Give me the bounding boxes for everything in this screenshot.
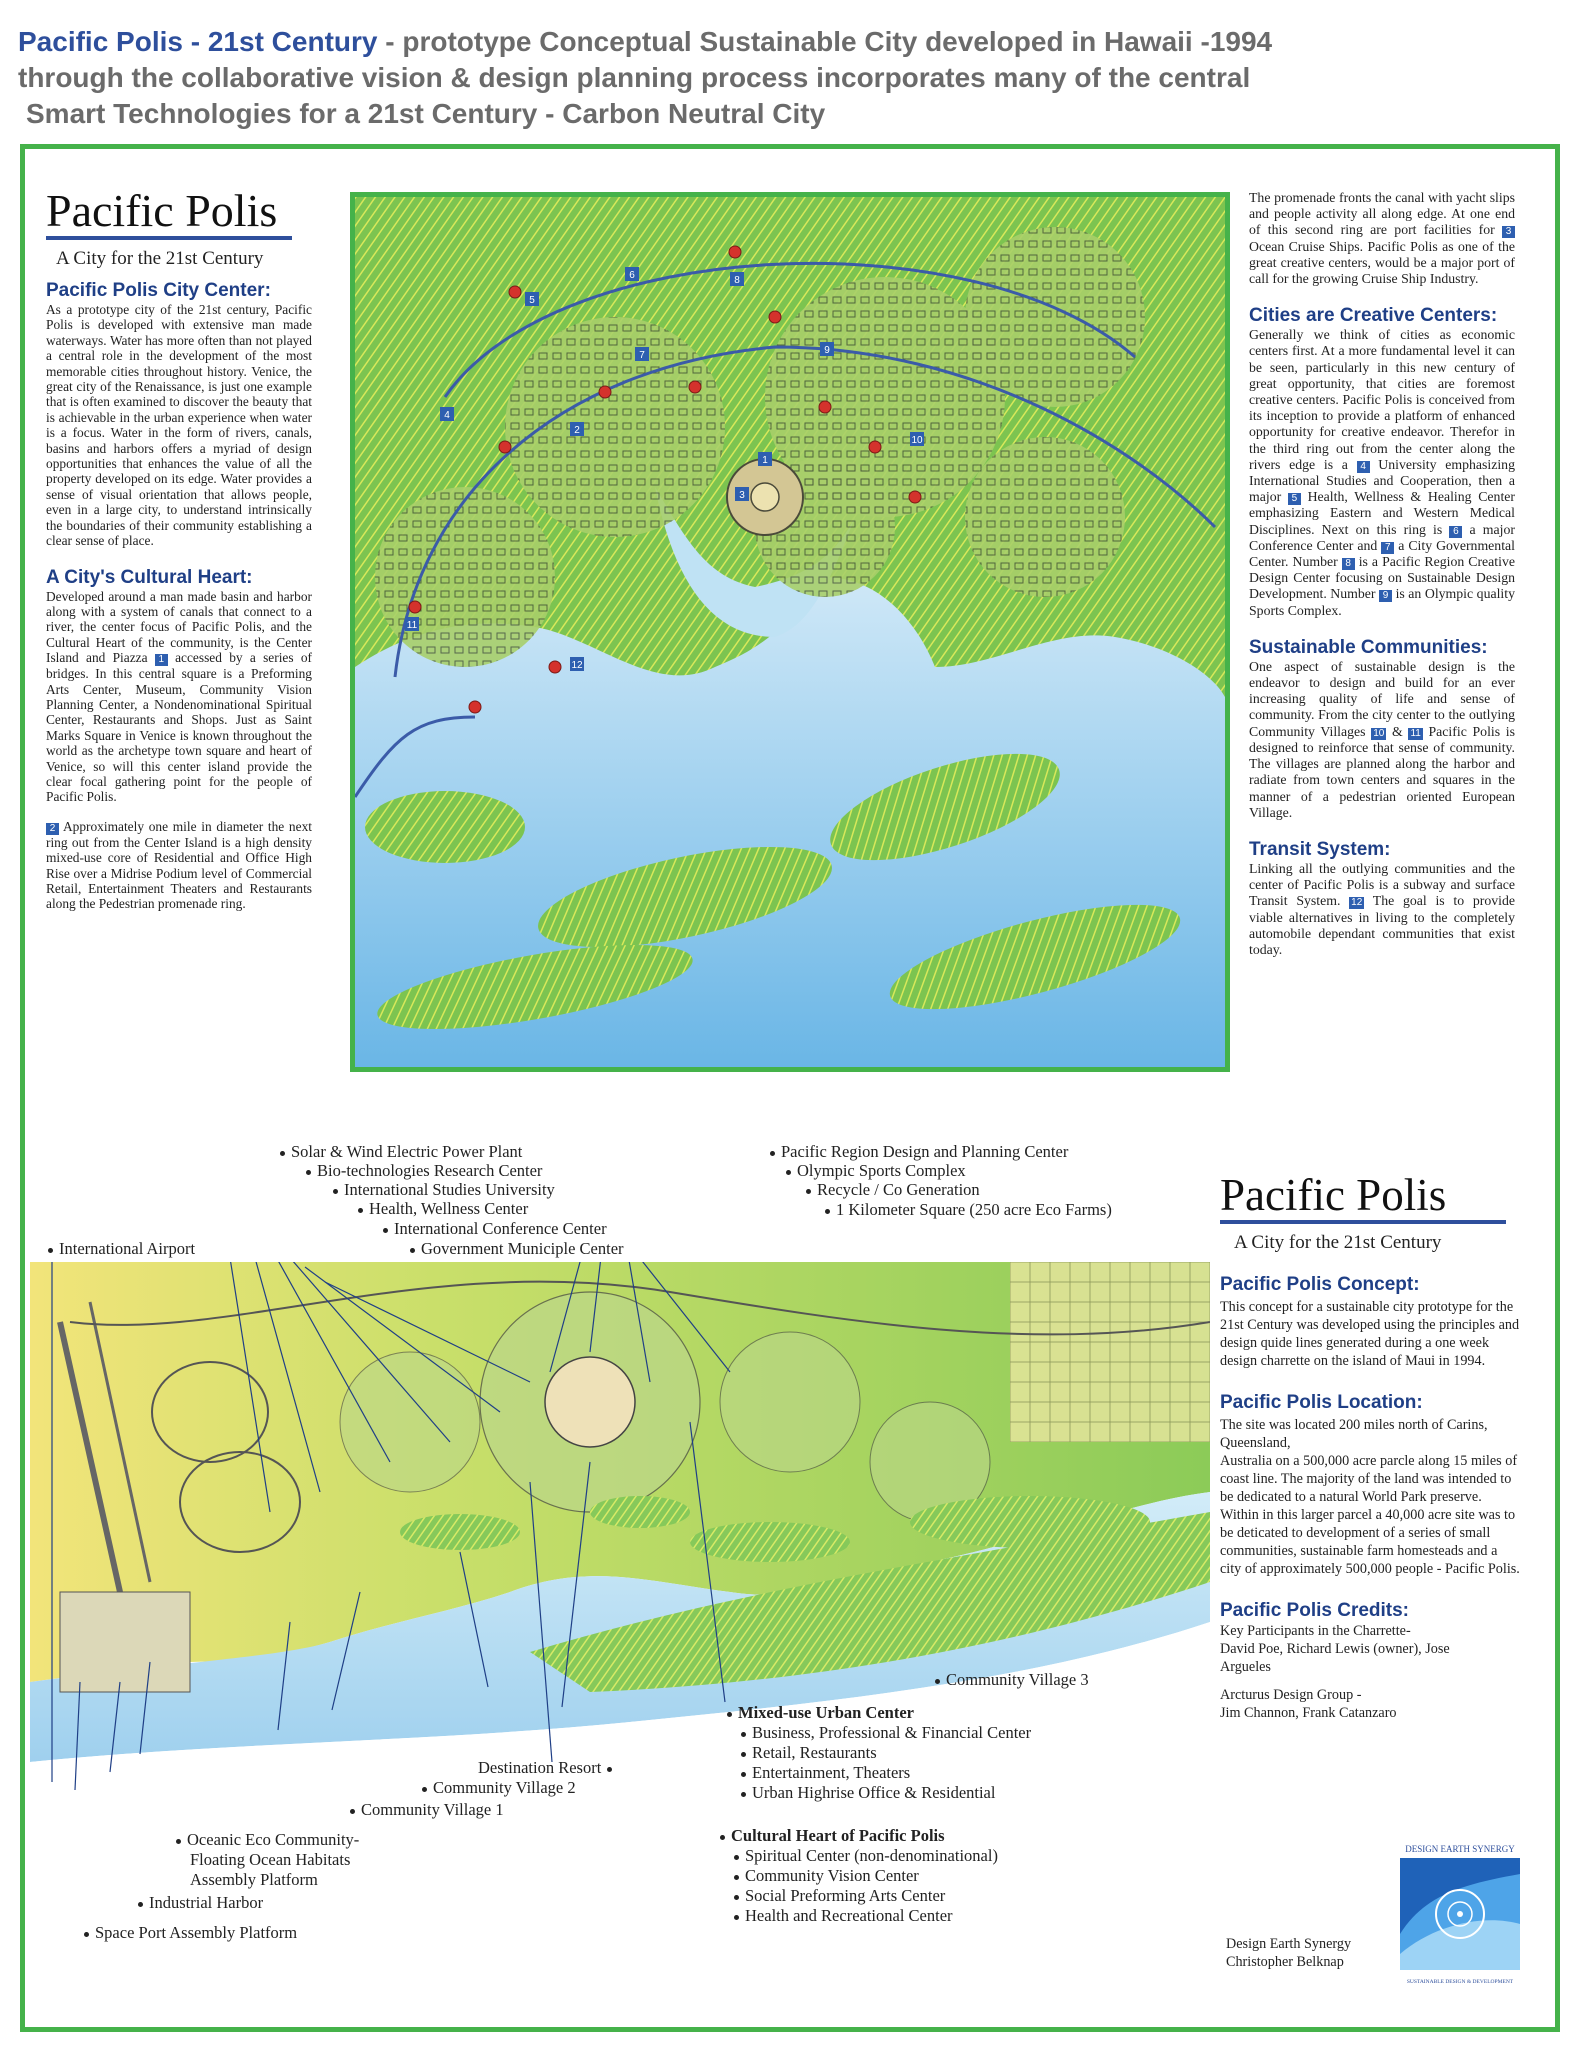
label-mixed-use-title: Mixed-use Urban Center (738, 1703, 914, 1722)
map-marker-6: 6 (629, 270, 635, 281)
badge-top-text: DESIGN EARTH SYNERGY (1405, 1844, 1515, 1854)
marker-badge-9: 9 (1379, 590, 1392, 602)
city-center-text: As a prototype city of the 21st century, Pacific Polis is developed with extensive man made waterways. Water has more often than not played a central role in the development of the most memorable cities throughout history. Venice, the great city of the Renaissance, is just one example that is often examined to discover the beauty that is achievable in the urban experience when water is a focus. Water in the form of rivers, canals, basins and harbors offers a myriad of design opportunities that enhances the value of all the property developed on its edge. Water provides a sense of visual orientation that allows people, even in a large city, to understand intrinsically the boundaries of their community establishing a clear sense of place. (46, 302, 312, 549)
cultural-heading: A City's Cultural Heart: (46, 566, 253, 588)
credits-line: David Poe, Richard Lewis (owner), Jose (1220, 1641, 1450, 1657)
header-line-2: through the collaborative vision & design planning process incorporates many of the central (18, 62, 1251, 93)
city-center-heading: Pacific Polis City Center: (46, 280, 271, 301)
signature-line-2: Christopher Belknap (1226, 1954, 1344, 1970)
label-sports (786, 1161, 966, 1181)
map-marker-9: 9 (824, 345, 830, 356)
label-government-text: Government Municiple Center (421, 1239, 624, 1258)
sustainable-text-a: One aspect of sustainable design is the endeavor to design and build for an ever increasing quality of life and sense of community. From the city center to the outlying Community Villages (1249, 658, 1515, 739)
label-airport-text: International Airport (59, 1239, 196, 1258)
label-conference (383, 1219, 607, 1239)
marker-badge-6: 6 (1449, 526, 1462, 538)
design-earth-synergy-badge (1395, 1844, 1525, 1985)
label-mixed-use (727, 1703, 1031, 1803)
marker-badge-8: 8 (1342, 558, 1355, 570)
label-industrial-text: Industrial Harbor (149, 1893, 264, 1912)
transit-text-a: Linking all the outlying communities and the center of Pacific Polis is a subway and surface Transit System. (1249, 860, 1515, 909)
label-cultural-item: Health and Recreational Center (745, 1906, 953, 1925)
bottom-logo-tagline: A City for the 21st Century (1234, 1232, 1442, 1253)
label-village-3 (935, 1670, 1089, 1690)
signature (1226, 1935, 1351, 1971)
regional-map-drawing (30, 1262, 1210, 1802)
credits-line: Arcturus Design Group - (1220, 1687, 1362, 1703)
map-marker-1: 1 (762, 455, 768, 466)
label-mixed-use-item: Retail, Restaurants (752, 1743, 877, 1762)
sustainable-heading: Sustainable Communities: (1249, 636, 1488, 658)
city-center-map-drawing (355, 197, 1225, 1067)
creative-text-d: a major Conference Center and (1249, 521, 1515, 553)
label-design-center-text: Pacific Region Design and Planning Center (781, 1142, 1069, 1161)
label-health (358, 1199, 528, 1219)
label-design-center (770, 1142, 1068, 1162)
right-column (1249, 190, 1515, 958)
label-recycle-text: Recycle / Co Generation (817, 1180, 980, 1199)
label-resort (478, 1758, 618, 1778)
transit-text (1249, 861, 1515, 958)
label-oceanic-line-2: Floating Ocean Habitats (190, 1850, 351, 1869)
city-center-map (350, 192, 1230, 1072)
label-conference-text: International Conference Center (394, 1219, 607, 1238)
label-mixed-use-item: Business, Professional & Financial Center (752, 1723, 1032, 1742)
marker-badge-4: 4 (1357, 461, 1370, 473)
map-marker-5: 5 (529, 295, 535, 306)
credits-line: Jim Channon, Frank Catanzaro (1220, 1705, 1397, 1721)
cultural-text (46, 589, 312, 805)
label-airport (48, 1239, 195, 1259)
label-health-text: Health, Wellness Center (369, 1199, 529, 1218)
label-village-3-text: Community Village 3 (946, 1670, 1089, 1689)
ring-text-body: Approximately one mile in diameter the next ring out from the Center Island is a high density mixed-use core of Residential and Office High Rise over a Midrise Podium level of Commercial Retail, Entertainment Theaters and Restaurants along the Pedestrian promenade ring. (46, 818, 312, 912)
bottom-logo-underline (1220, 1220, 1506, 1224)
label-oceanic (176, 1830, 359, 1890)
promenade-text-b: Ocean Cruise Ships. Pacific Polis as one of the great creative centers, would be a major port of call for the growing Cruise Ship Industry. (1249, 238, 1515, 287)
left-column (46, 280, 312, 912)
map-marker-3: 3 (739, 490, 745, 501)
marker-badge-7: 7 (1381, 542, 1394, 554)
label-solar-text: Solar & Wind Electric Power Plant (291, 1142, 523, 1161)
logo-tagline: A City for the 21st Century (56, 248, 264, 269)
label-mixed-use-item: Urban Highrise Office & Residential (752, 1783, 996, 1802)
logo-underline (46, 236, 292, 240)
header-subtitle: - prototype Conceptual Sustainable City developed in Hawaii -1994 (377, 26, 1273, 57)
logo-title: Pacific Polis (46, 185, 278, 236)
bottom-logo-title: Pacific Polis (1220, 1170, 1447, 1220)
label-resort-text: Destination Resort (478, 1758, 602, 1777)
label-spaceport-text: Space Port Assembly Platform (95, 1923, 298, 1942)
creative-text-a: Generally we think of cities as economic centers first. At a more fundamental level it can be seen, particularly in this new century of great opportunity, that cities are foremost creative centers. Pacific Polis is conceived from its inception to provide a platform of enhanced opportunity for creative endeavor. Therefor in the third ring out from the center along the rivers edge is a (1249, 327, 1515, 472)
marker-badge-10: 10 (1373, 727, 1385, 739)
label-solar (280, 1142, 522, 1162)
label-mixed-use-item: Entertainment, Theaters (752, 1763, 911, 1782)
sustainable-text-b: Pacific Polis is designed to reinforce that sense of community. The villages are planned along the harbor and radiate from town centers and squares in the manner of a pedestrian oriented European Village. (1249, 723, 1515, 820)
header-line-1 (18, 24, 1568, 60)
globe-wave-icon (1395, 1854, 1525, 1974)
page-header (18, 24, 1568, 132)
label-cultural-item: Social Preforming Arts Center (745, 1886, 946, 1905)
map-marker-4: 4 (444, 410, 450, 421)
label-university (333, 1180, 555, 1200)
map-marker-10: 10 (911, 435, 923, 446)
creative-text-e: a City Governmental Center. Number (1249, 537, 1515, 570)
label-village-1 (350, 1800, 504, 1820)
sustainable-text (1249, 659, 1515, 821)
map-marker-11: 11 (406, 620, 418, 631)
badge-bottom-text: SUSTAINABLE DESIGN & DEVELOPMENT (1406, 1979, 1514, 1985)
label-sports-text: Olympic Sports Complex (797, 1161, 966, 1180)
label-oceanic-line-1: Oceanic Eco Community- (187, 1830, 360, 1849)
label-recycle (806, 1180, 980, 1200)
label-spaceport (84, 1923, 297, 1943)
ring-text (46, 819, 312, 912)
credits-heading: Pacific Polis Credits: (1220, 1600, 1410, 1621)
label-village-2-text: Community Village 2 (433, 1778, 576, 1797)
signature-line-1: Design Earth Synergy (1226, 1936, 1352, 1952)
location-heading: Pacific Polis Location: (1220, 1392, 1423, 1413)
label-cultural-title: Cultural Heart of Pacific Polis (731, 1826, 945, 1845)
map-marker-12: 12 (571, 660, 583, 671)
marker-badge-11: 11 (1410, 727, 1421, 739)
label-government (410, 1239, 624, 1259)
label-industrial (138, 1893, 263, 1913)
cultural-text-b: accessed by a series of bridges. In this central square is a Preforming Arts Center, Museum, Community Vision Planning Center, a Nondenominational Spiritual Center, Restaurants and Shops. Just as Saint Marks Square in Venice is known throughout the world as the archetype town square and heart of Venice, so will this center island provide the clear focal gathering point for the people of Pacific Polis. (46, 650, 312, 805)
cultural-text-a: Developed around a man made basin and harbor along with a system of canals that connect to a river, the center focus of Pacific Polis, and the Cultural Heart of the community, is the Center Island and Piazza (46, 588, 312, 666)
label-oceanic-line-3: Assembly Platform (190, 1870, 318, 1889)
map-marker-8: 8 (734, 275, 740, 286)
header-title: Pacific Polis - 21st Century (18, 26, 378, 57)
creative-text (1249, 327, 1515, 619)
map-marker-2: 2 (574, 425, 580, 436)
credits-line: Key Participants in the Charrette- (1220, 1623, 1411, 1639)
bottom-right-column (1220, 1274, 1520, 1722)
transit-heading: Transit System: (1249, 838, 1391, 860)
creative-text-c: Health, Wellness & Healing Center emphasizing Eastern and Western Medical Disciplines. Next on this ring is (1249, 489, 1515, 537)
concept-heading: Pacific Polis Concept: (1220, 1274, 1420, 1295)
credits-line: Argueles (1220, 1659, 1271, 1675)
label-biotech-text: Bio-technologies Research Center (317, 1161, 543, 1180)
label-village-1-text: Community Village 1 (361, 1800, 504, 1819)
regional-map (30, 1262, 1210, 1802)
concept-text: This concept for a sustainable city prototype for the 21st Century was developed using the principles and design quide lines generated during a one week design charrette on the island of Maui in 1994. (1220, 1299, 1520, 1369)
label-biotech (306, 1161, 542, 1181)
creative-text-b: University emphasizing International Studies and Cooperation, then a major (1249, 456, 1515, 505)
header-line-3: Smart Technologies for a 21st Century - Carbon Neutral City (26, 98, 826, 129)
promenade-text (1249, 190, 1515, 287)
location-text-1: The site was located 200 miles north of Carins, Queensland, (1220, 1417, 1488, 1451)
transit-text-b: The goal is to provide viable alternatives in living to the completely automobile dependant communities that exist today. (1249, 893, 1516, 957)
label-kilometer (825, 1200, 1112, 1220)
marker-badge-2: 2 (46, 823, 59, 835)
promenade-text-a: The promenade fronts the canal with yacht slips and people activity all along edge. At one end of this second ring are port facilities for (1249, 190, 1515, 238)
creative-text-f: is a Pacific Region Creative Design Center focusing on Sustainable Design Development. Number (1249, 554, 1515, 602)
creative-text-g: is an Olympic quality Sports Complex. (1249, 586, 1515, 618)
marker-badge-5: 5 (1288, 493, 1301, 505)
label-cultural-heart (720, 1826, 998, 1926)
marker-badge-3: 3 (1502, 226, 1515, 238)
sustainable-amp: & (1386, 723, 1409, 739)
marker-badge-12: 12 (1351, 897, 1363, 909)
label-university-text: International Studies University (344, 1180, 555, 1199)
bottom-logo (1220, 1170, 1520, 1254)
label-kilometer-text: 1 Kilometer Square (250 acre Eco Farms) (836, 1200, 1112, 1219)
map-marker-7: 7 (639, 350, 645, 361)
top-logo (46, 186, 300, 270)
creative-heading: Cities are Creative Centers: (1249, 305, 1498, 327)
location-text-2: Australia on a 500,000 acre parcle along 15 miles of coast line. The majority of the land was intended to be dedicated to a natural World Park preserve. Within in this larger parcel a 40,000 acre site was to be deticated to development of a series of small communities, sustainable farm homesteads and a city of approximately 500,000 people - Pacific Polis. (1220, 1453, 1520, 1577)
marker-badge-1: 1 (155, 654, 168, 666)
label-village-2 (422, 1778, 576, 1798)
label-cultural-item: Community Vision Center (745, 1866, 919, 1885)
label-cultural-item: Spiritual Center (non-denominational) (745, 1846, 998, 1865)
